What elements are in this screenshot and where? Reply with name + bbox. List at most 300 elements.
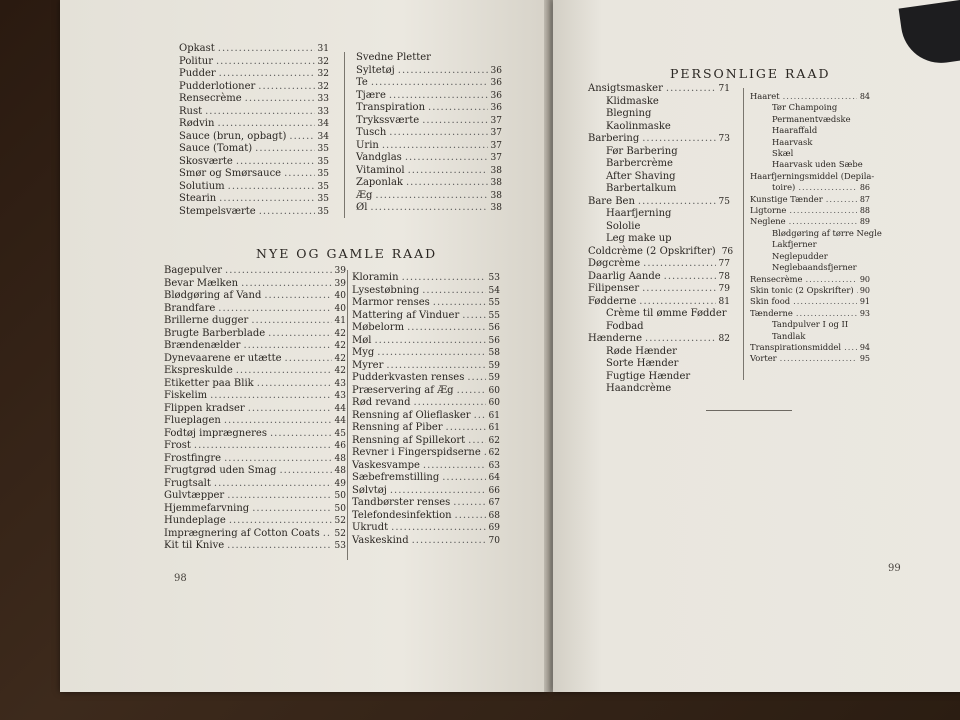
entry-page-number: 32 [317, 69, 329, 79]
leader-dots [645, 333, 716, 346]
entry-label: Svedne Pletter [356, 52, 431, 63]
entry-page-number: 94 [859, 342, 870, 352]
entry-page-number: 88 [859, 206, 870, 216]
entry-label: Tandbørster renses [352, 497, 451, 508]
leader-dots [798, 182, 856, 193]
entry-page-number: 62 [488, 448, 500, 458]
leader-dots [268, 328, 331, 341]
index-entry [164, 328, 346, 341]
index-entry [179, 56, 329, 69]
index-entry [352, 360, 500, 373]
entry-label: Flippen kradser [164, 402, 245, 414]
entry-page-number: 44 [334, 403, 346, 414]
index-entry [164, 353, 346, 366]
index-entry [750, 148, 870, 159]
leader-dots [474, 410, 486, 423]
column-divider [344, 52, 345, 218]
leader-dots [252, 503, 331, 516]
entry-label: Blegning [606, 108, 652, 119]
entry-label: Brandfare [164, 302, 216, 314]
entry-page-number: 55 [488, 298, 500, 308]
index-column-left-top-1 [179, 43, 329, 218]
entry-label: Ansigtsmasker [588, 83, 663, 94]
leader-dots [257, 378, 332, 391]
entry-label: Te [356, 77, 368, 88]
entry-page-number: 61 [488, 423, 500, 433]
entry-page-number: 73 [718, 134, 730, 144]
index-entry [750, 353, 870, 364]
leader-dots [382, 140, 488, 153]
leader-dots [259, 206, 315, 219]
index-entry [588, 196, 730, 209]
section-heading-personlige-raad: PERSONLIGE RAAD [670, 66, 831, 81]
entry-label: Vorter [750, 353, 777, 364]
index-entry [588, 83, 730, 96]
leader-dots [826, 194, 857, 205]
index-entry [164, 428, 346, 441]
entry-page-number: 37 [490, 153, 502, 163]
entry-page-number: 54 [488, 285, 500, 296]
entry-page-number: 69 [488, 523, 500, 533]
index-entry [356, 152, 502, 165]
entry-page-number: 44 [334, 416, 346, 426]
index-entry [588, 96, 730, 109]
entry-label: Barbertalkum [606, 183, 677, 194]
leader-dots [484, 447, 486, 460]
entry-label: Tandlak [772, 330, 806, 341]
entry-page-number: 59 [488, 373, 500, 383]
index-entry [588, 333, 730, 346]
page-number-left: 98 [174, 573, 187, 584]
entry-label: Hjemmefarvning [164, 502, 250, 514]
index-entry [750, 274, 870, 285]
entry-label: Transpiration [356, 102, 426, 113]
leader-dots [408, 165, 488, 178]
entry-label: Flueplagen [164, 415, 221, 426]
entry-page-number: 53 [488, 273, 500, 283]
leader-dots [433, 297, 486, 310]
entry-label: Neglebaandsfjerner [772, 262, 857, 273]
leader-dots [462, 310, 485, 323]
entry-page-number: 38 [490, 165, 502, 176]
entry-label: Rensning af Olieflasker [352, 409, 471, 421]
index-entry [179, 206, 329, 219]
leader-dots [805, 274, 856, 285]
entry-page-number: 42 [334, 353, 346, 364]
index-entry [164, 453, 346, 466]
index-entry [750, 262, 870, 273]
entry-label: Skin tonic (2 Opskrifter) [750, 284, 854, 295]
entry-label: Haarvask [772, 136, 813, 147]
index-entry [164, 315, 346, 328]
leader-dots [666, 83, 716, 96]
entry-page-number: 38 [490, 178, 502, 188]
entry-page-number: 91 [859, 297, 870, 307]
leader-dots [284, 168, 314, 181]
index-entry [588, 296, 730, 309]
leader-dots [219, 193, 314, 206]
entry-label: Ligtorne [750, 205, 787, 216]
index-entry [352, 310, 500, 323]
index-entry [588, 308, 730, 321]
leader-dots [844, 342, 857, 353]
index-entry [352, 285, 500, 298]
leader-dots [457, 385, 486, 398]
entry-page-number: 49 [334, 478, 346, 489]
leader-dots [236, 156, 315, 169]
entry-label: Tusch [356, 127, 387, 138]
leader-dots [227, 540, 331, 553]
entry-label: Crème til ømme Fødder [606, 308, 727, 319]
leader-dots [402, 272, 486, 285]
entry-label: Sauce (brun, opbagt) [179, 130, 287, 142]
entry-page-number: 42 [334, 366, 346, 376]
entry-page-number: 34 [317, 131, 329, 142]
entry-page-number: 45 [334, 428, 346, 439]
entry-page-number: 37 [490, 115, 502, 126]
entry-label: Haarvask uden Sæbe [772, 159, 863, 170]
section-heading-nye-og-gamle-raad: NYE OG GAMLE RAAD [256, 246, 438, 261]
entry-label: Tør Champoing [772, 102, 838, 113]
entry-label: Rensecrème [179, 93, 242, 104]
entry-label: Tjære [356, 89, 386, 101]
index-entry [750, 182, 870, 193]
entry-label: Politur [179, 55, 213, 67]
entry-page-number: 93 [859, 308, 870, 318]
index-entry [164, 503, 346, 516]
entry-page-number: 59 [488, 360, 500, 371]
index-entry [179, 181, 329, 194]
index-entry [352, 410, 500, 423]
entry-label: Smør og Smørsauce [179, 168, 282, 179]
index-entry [588, 133, 730, 146]
index-entry [179, 156, 329, 169]
index-entry [750, 159, 870, 170]
leader-dots [218, 43, 315, 56]
leader-dots [789, 216, 857, 227]
entry-label: Urin [356, 139, 379, 151]
entry-page-number: 32 [317, 81, 329, 92]
entry-label: Frostfingre [164, 452, 222, 464]
leader-dots [398, 65, 488, 78]
index-entry [588, 271, 730, 284]
entry-page-number: 60 [488, 398, 500, 408]
entry-page-number: 89 [859, 217, 870, 227]
entry-label: Bagepulver [164, 265, 223, 276]
entry-label: After Shaving [606, 170, 676, 182]
entry-page-number: 37 [490, 140, 502, 151]
leader-dots [664, 271, 716, 284]
entry-page-number: 63 [488, 460, 500, 471]
index-entry [356, 65, 502, 78]
leader-dots [446, 422, 486, 435]
entry-label: Revner i Fingerspidserne [352, 447, 481, 458]
entry-label: Præservering af Æg [352, 384, 454, 396]
leader-dots [377, 347, 485, 360]
index-entry [750, 308, 870, 319]
entry-page-number: 56 [488, 335, 500, 346]
entry-label: Mattering af Vinduer [352, 309, 460, 321]
entry-page-number: 36 [490, 103, 502, 113]
entry-label: Stearin [179, 193, 217, 204]
index-entry [588, 233, 730, 246]
entry-page-number: 48 [334, 453, 346, 464]
entry-label: Haarfjerningsmiddel (Depila- [750, 170, 875, 181]
entry-label: Øl [356, 202, 368, 213]
index-entry [352, 535, 500, 548]
entry-label: Neglene [750, 216, 786, 227]
entry-label: Rust [179, 105, 203, 117]
leader-dots [218, 303, 331, 316]
index-entry [179, 93, 329, 106]
index-entry [750, 102, 870, 113]
entry-label: Fiskelim [164, 390, 208, 401]
leader-dots [406, 177, 488, 190]
entry-page-number: 39 [334, 266, 346, 276]
entry-label: Pudderkvasten renses [352, 372, 465, 383]
entry-label: Sorte Hænder [606, 358, 679, 369]
leader-dots [205, 106, 314, 119]
index-entry [352, 397, 500, 410]
entry-page-number: 87 [859, 194, 870, 204]
entry-page-number: 35 [317, 156, 329, 167]
index-entry [750, 125, 870, 136]
entry-label: Permanentvædske [772, 113, 851, 124]
entry-label: Røde Hænder [606, 345, 677, 357]
entry-page-number: 53 [334, 541, 346, 551]
entry-label: Vandglas [356, 152, 402, 163]
entry-label: Ukrudt [352, 522, 389, 533]
index-column-left-bottom-1 [164, 265, 346, 553]
entry-label: Frugtgrød uden Smag [164, 465, 277, 476]
entry-page-number: 79 [718, 284, 730, 294]
leader-dots [279, 465, 331, 478]
entry-label: Fødderne [588, 295, 637, 307]
leader-dots [227, 490, 331, 503]
entry-page-number: 48 [334, 466, 346, 476]
entry-page-number: 50 [334, 491, 346, 501]
index-entry [352, 272, 500, 285]
index-entry [164, 303, 346, 316]
leader-dots [422, 285, 485, 298]
index-entry [588, 121, 730, 134]
index-entry [750, 194, 870, 205]
index-entry [164, 390, 346, 403]
entry-page-number: 56 [488, 323, 500, 333]
entry-label: Haaret [750, 91, 780, 101]
index-entry [356, 127, 502, 140]
entry-page-number: 95 [859, 354, 870, 364]
leader-dots [245, 93, 315, 106]
entry-page-number: 52 [334, 528, 346, 539]
leader-dots [224, 453, 331, 466]
index-entry [179, 118, 329, 131]
entry-page-number: 36 [490, 90, 502, 101]
page-number-right: 99 [888, 563, 901, 574]
closing-rule [706, 410, 792, 411]
right-page [553, 0, 960, 692]
entry-label: Syltetøj [356, 64, 395, 76]
entry-page-number: 38 [490, 203, 502, 213]
index-entry [356, 165, 502, 178]
index-entry [179, 68, 329, 81]
index-entry [356, 140, 502, 153]
leader-dots [390, 485, 486, 498]
leader-dots [236, 365, 332, 378]
index-entry [352, 297, 500, 310]
leader-dots [428, 102, 488, 115]
index-entry [352, 435, 500, 448]
entry-page-number: 90 [859, 285, 870, 295]
entry-label: Pudderlotioner [179, 80, 256, 92]
entry-label: Blødgøring af Vand [164, 290, 262, 301]
leader-dots [642, 283, 715, 296]
index-entry [750, 285, 870, 296]
index-column-left-bottom-2 [352, 272, 500, 547]
index-entry [352, 322, 500, 335]
leader-dots [251, 315, 331, 328]
entry-page-number: 36 [490, 65, 502, 76]
index-entry [179, 193, 329, 206]
index-entry [352, 335, 500, 348]
index-entry [179, 131, 329, 144]
entry-label: Gulvtæpper [164, 490, 225, 501]
index-entry [164, 478, 346, 491]
index-entry [179, 168, 329, 181]
index-entry [352, 522, 500, 535]
leader-dots [370, 202, 487, 215]
entry-label: Fodbad [606, 320, 644, 332]
entry-page-number: 67 [488, 498, 500, 508]
index-entry [588, 258, 730, 271]
index-entry [588, 245, 734, 259]
entry-label: Coldcrème (2 Opskrifter) [588, 245, 716, 257]
entry-label: Brillerne dugger [164, 315, 249, 326]
entry-label: Rødvin [179, 118, 215, 129]
index-entry [164, 290, 346, 303]
leader-dots [468, 435, 485, 448]
entry-page-number: 70 [488, 535, 500, 546]
leader-dots [643, 258, 715, 271]
entry-label: Bare Ben [588, 195, 635, 207]
entry-label: Trykssværte [356, 114, 420, 126]
index-entry [750, 296, 870, 307]
leader-dots [389, 127, 487, 140]
leader-dots [255, 143, 314, 156]
index-entry [356, 102, 502, 115]
entry-page-number: 71 [718, 84, 730, 94]
index-entry [356, 190, 502, 203]
index-entry [588, 146, 730, 159]
leader-dots [194, 440, 332, 453]
index-entry [352, 385, 500, 398]
leader-dots [225, 265, 332, 278]
entry-page-number: 66 [488, 485, 500, 496]
leader-dots [229, 515, 332, 528]
entry-label: Klidmaske [606, 95, 659, 107]
entry-label: Stempelsværte [179, 205, 256, 217]
entry-label: Hundeplage [164, 515, 226, 526]
index-entry [179, 43, 329, 56]
entry-label: Dynevaarene er utætte [164, 352, 282, 364]
entry-label: Vitaminol [356, 164, 405, 176]
entry-page-number: 34 [317, 119, 329, 129]
entry-label: Telefondesinfektion [352, 509, 452, 521]
index-entry [179, 81, 329, 94]
entry-page-number: 84 [859, 92, 870, 101]
entry-label: Myg [352, 347, 375, 358]
index-entry [750, 170, 875, 182]
index-entry [164, 465, 346, 478]
index-entry [750, 205, 870, 216]
index-entry [164, 528, 346, 541]
entry-label: Imprægnering af Cotton Coats [164, 527, 320, 539]
leader-dots [228, 181, 315, 194]
index-entry [750, 342, 870, 353]
index-entry [179, 106, 329, 119]
entry-page-number: 33 [317, 106, 329, 117]
entry-label: Rensning af Spillekort [352, 434, 466, 446]
entry-label: Skin food [750, 296, 791, 307]
entry-page-number: 35 [317, 169, 329, 179]
index-entry [588, 283, 730, 296]
entry-label: Sølvtøj [352, 484, 387, 496]
leader-dots [323, 528, 332, 541]
entry-page-number: 75 [718, 196, 730, 207]
leader-dots [248, 403, 332, 416]
column-divider [743, 88, 744, 380]
entry-page-number: 40 [334, 291, 346, 301]
index-entry [588, 371, 730, 384]
entry-page-number: 33 [317, 94, 329, 104]
entry-label: Rød revand [352, 397, 411, 408]
leader-dots [642, 133, 715, 146]
index-entry [352, 497, 500, 510]
leader-dots [375, 190, 487, 203]
entry-page-number: 64 [488, 473, 500, 483]
entry-label: Tandpulver I og II [772, 319, 849, 330]
leader-dots [783, 91, 857, 102]
entry-page-number: 31 [317, 44, 329, 54]
entry-page-number: 39 [334, 278, 346, 289]
leader-dots [405, 152, 488, 165]
entry-page-number: 61 [488, 410, 500, 421]
entry-page-number: 43 [334, 378, 346, 389]
entry-page-number: 60 [488, 385, 500, 396]
entry-page-number: 35 [317, 144, 329, 154]
entry-label: Filipenser [588, 283, 640, 294]
entry-page-number: 78 [718, 271, 730, 282]
index-entry [352, 447, 500, 460]
entry-label: Lakfjerner [772, 239, 817, 250]
index-entry [352, 485, 500, 498]
index-entry [750, 91, 870, 102]
entry-label: Møl [352, 334, 372, 346]
index-entry [164, 278, 346, 291]
index-entry [352, 460, 500, 473]
leader-dots [639, 296, 715, 309]
index-entry [588, 171, 730, 184]
entry-label: Sæbefremstilling [352, 472, 440, 483]
leader-dots [442, 472, 485, 485]
entry-label: Brugte Barberblade [164, 327, 266, 339]
index-entry [356, 90, 502, 103]
index-entry [164, 540, 346, 553]
entry-label: Skæl [772, 148, 794, 159]
index-entry [352, 347, 500, 360]
leader-dots [455, 510, 486, 523]
index-entry [750, 216, 870, 227]
